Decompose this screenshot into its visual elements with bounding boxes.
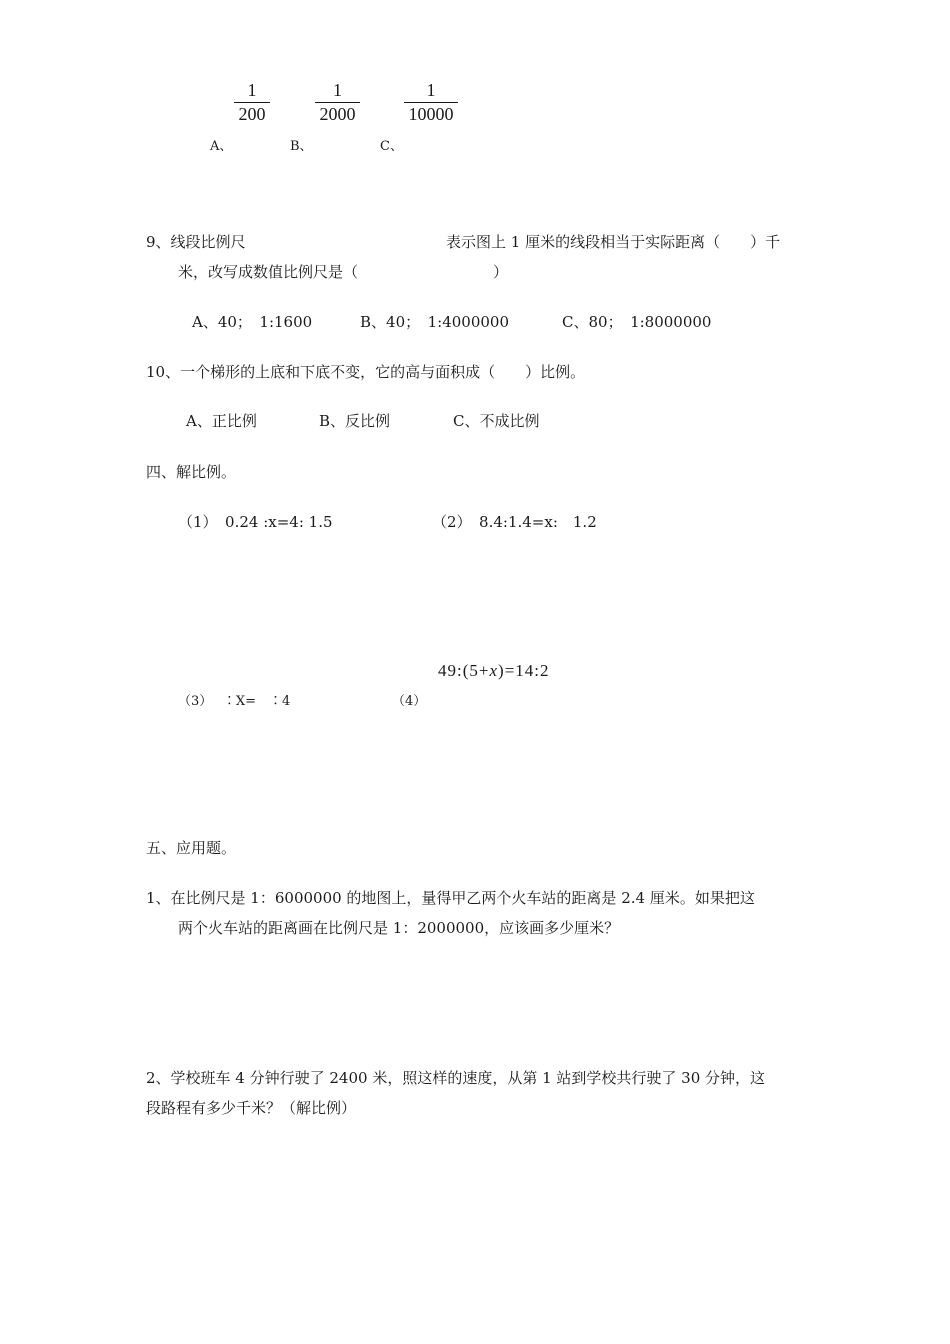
app-q1-line1: 1、在比例尺是 1：6000000 的地图上，量得甲乙两个火车站的距离是 2.4 厘米。如果把这 [146,889,755,907]
q10-option-b: B、反比例 [319,412,391,430]
q10-text: 10、一个梯形的上底和下底不变，它的高与面积成（ ）比例。 [146,363,586,381]
proportion-4-equation [438,661,550,681]
q10-option-c: C、不成比例 [453,412,540,430]
q9-option-b: B、40； 1:4000000 [360,313,510,331]
app-q1-line2: 两个火车站的距离画在比例尺是 1：2000000，应该画多少厘米？ [178,919,620,937]
app-q2-line1: 2、学校班车 4 分钟行驶了 2400 米，照这样的速度，从第 1 站到学校共行驶了 30 分钟，这 [146,1069,766,1087]
proportion-4-label: （4） [392,694,427,709]
q9-option-c: C、80； 1:8000000 [562,313,712,331]
fraction-option-b [315,80,360,125]
fraction-denominator: 200 [238,104,266,124]
q8-option-a: A、 [210,139,233,154]
q9-text-line2: 米，改写成数值比例尺是（ ） [178,263,509,281]
fraction-numerator: 1 [333,80,342,100]
fraction-numerator: 1 [247,80,257,100]
q10-option-a: A、正比例 [186,412,257,430]
equation-variable: x [489,661,499,680]
section5-title: 五、应用题。 [146,839,237,857]
proportion-1: （1） 0.24 :x=4: 1.5 [178,513,333,531]
section4-title: 四、解比例。 [146,463,237,481]
q9-text-start: 9、线段比例尺 [146,233,246,251]
q9-option-a: A、40； 1:1600 [192,313,313,331]
q9-text-rest: 表示图上 1 厘米的线段相当于实际距离（ ）千 [446,233,781,251]
fraction-option-c [404,80,458,125]
fraction-option-a [234,80,270,125]
proportion-3: （3） ∶X= ∶4 [178,694,291,709]
q8-option-c: C、 [380,139,403,154]
equation-left: 49:(5+ [438,661,490,680]
fraction-denominator: 10000 [408,104,454,124]
q8-option-b: B、 [290,139,313,154]
proportion-2: （2） 8.4:1.4=x: 1.2 [432,513,597,531]
fraction-numerator: 1 [426,80,436,100]
app-q2-line2: 段路程有多少千米？（解比例） [146,1099,357,1117]
fraction-denominator: 2000 [319,104,356,124]
equation-right: )=14:2 [498,661,550,680]
